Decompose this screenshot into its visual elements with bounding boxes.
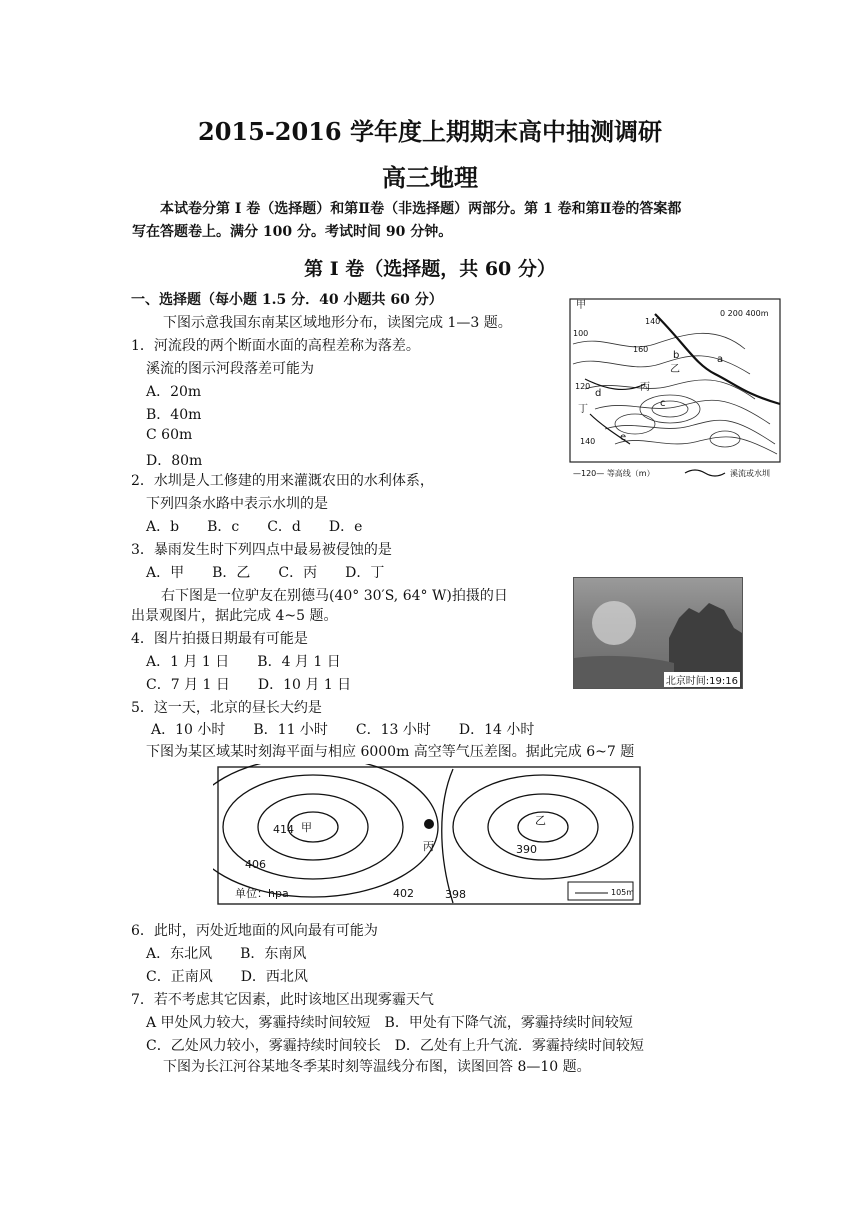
q6-options-cd: C．正南风 D．西北风 — [146, 969, 308, 985]
map-scale: 0 200 400m — [720, 309, 769, 318]
pressure-unit: 单位：hpa — [235, 887, 289, 900]
intro-q8-10: 下图为长江河谷某地冬季某时刻等温线分布图，读图回答 8—10 题。 — [163, 1059, 591, 1075]
isobar-402: 402 — [393, 887, 414, 900]
map-label-b: b — [673, 350, 680, 361]
contour-label-140: 140 — [645, 317, 661, 326]
contour-label-100: 100 — [573, 329, 589, 338]
q7-options-ab: A 甲处风力较大，雾霾持续时间较短 B．甲处有下降气流，雾霾持续时间较短 — [146, 1015, 633, 1031]
q7-stem: 7．若不考虑其它因素，此时该地区出现雾霾天气 — [131, 992, 434, 1008]
q4-options-ab: A．1 月 1 日 B．4 月 1 日 — [146, 654, 341, 670]
isobar-414: 414 — [273, 823, 294, 836]
map-label-d: d — [595, 388, 602, 399]
contour-label-140b: 140 — [580, 437, 596, 446]
legend-river: 溪流或水圳 — [730, 469, 770, 478]
q2-stem-b: 下列四条水路中表示水圳的是 — [146, 496, 328, 512]
q2-stem-a: 2．水圳是人工修建的用来灌溉农田的水利体系， — [131, 473, 434, 489]
photo-caption: 北京时间:19:16 — [664, 672, 740, 687]
sunrise-photo — [573, 577, 743, 689]
intro-q4-5-b: 出景观图片，据此完成 4~5 题。 — [131, 608, 338, 624]
contour-label-120: 120 — [575, 382, 591, 391]
q6-stem: 6．此时，丙处近地面的风向最有可能为 — [131, 923, 378, 939]
q5-options: A．10 小时 B．11 小时 C．13 小时 D．14 小时 — [151, 722, 535, 738]
map-label-ding: 丁 — [578, 404, 588, 415]
q3-options: A．甲 B．乙 C．丙 D．丁 — [146, 565, 385, 581]
map-label-jia: 甲 — [576, 300, 586, 311]
q4-options-cd: C．7 月 1 日 D．10 月 1 日 — [146, 677, 352, 693]
isobar-398: 398 — [445, 888, 466, 901]
q1-option-c: C 60m — [146, 427, 193, 443]
exam-title: 2015-2016 学年度上期期末高中抽测调研 — [198, 117, 662, 146]
contour-map-figure — [545, 294, 785, 484]
q1-option-b: B．40m — [146, 407, 202, 423]
intro-q1-3: 下图示意我国东南某区域地形分布，读图完成 1—3 题。 — [163, 315, 512, 331]
map-label-bing: 丙 — [640, 382, 650, 393]
isobar-390: 390 — [516, 843, 537, 856]
isobar-406: 406 — [245, 858, 266, 871]
q7-options-cd: C．乙处风力较小，雾霾持续时间较长 D．乙处有上升气流．雾霾持续时间较短 — [146, 1038, 644, 1054]
pressure-label-bing: 丙 — [423, 840, 434, 853]
q6-options-ab: A．东北风 B．东南风 — [146, 946, 307, 962]
pressure-scale: 105m — [611, 888, 635, 897]
part-heading: 一、选择题（每小题 1.5 分．40 小题共 60 分） — [131, 292, 443, 308]
pressure-label-jia: 甲 — [301, 821, 312, 834]
q1-option-a: A．20m — [146, 384, 202, 400]
pressure-label-yi: 乙 — [535, 814, 546, 827]
legend-contour: —120— 等高线（m） — [573, 469, 655, 478]
intro-q6-7: 下图为某区域某时刻海平面与相应 6000m 高空等气压差图。据此完成 6~7 题 — [146, 744, 635, 760]
map-label-a: a — [717, 354, 724, 365]
q5-stem: 5．这一天，北京的昼长大约是 — [131, 700, 322, 716]
intro-q4-5-a: 右下图是一位驴友在别德马(40° 30′S, 64° W)拍摄的日 — [161, 588, 508, 604]
map-label-e: e — [620, 432, 627, 443]
map-label-c: c — [660, 398, 666, 409]
exam-subtitle: 高三地理 — [382, 163, 478, 192]
q4-stem: 4．图片拍摄日期最有可能是 — [131, 631, 308, 647]
q3-stem: 3．暴雨发生时下列四点中最易被侵蚀的是 — [131, 542, 392, 558]
q1-stem-a: 1．河流段的两个断面水面的高程差称为落差。 — [131, 338, 420, 354]
section-title: 第 I 卷（选择题，共 60 分） — [304, 258, 556, 280]
intro-line-2: 写在答题卷上。满分 100 分。考试时间 90 分钟。 — [132, 224, 453, 240]
q2-options: A．b B．c C．d D．e — [146, 519, 363, 535]
q1-stem-b: 溪流的图示河段落差可能为 — [146, 361, 314, 377]
pressure-map-figure — [213, 764, 645, 908]
map-label-yi: 乙 — [670, 364, 680, 375]
contour-label-160: 160 — [633, 345, 649, 354]
intro-line-1: 本试卷分第 I 卷（选择题）和第Ⅱ卷（非选择题）两部分。第 1 卷和第Ⅱ卷的答案都 — [160, 201, 682, 217]
q1-option-d: D．80m — [146, 453, 203, 469]
